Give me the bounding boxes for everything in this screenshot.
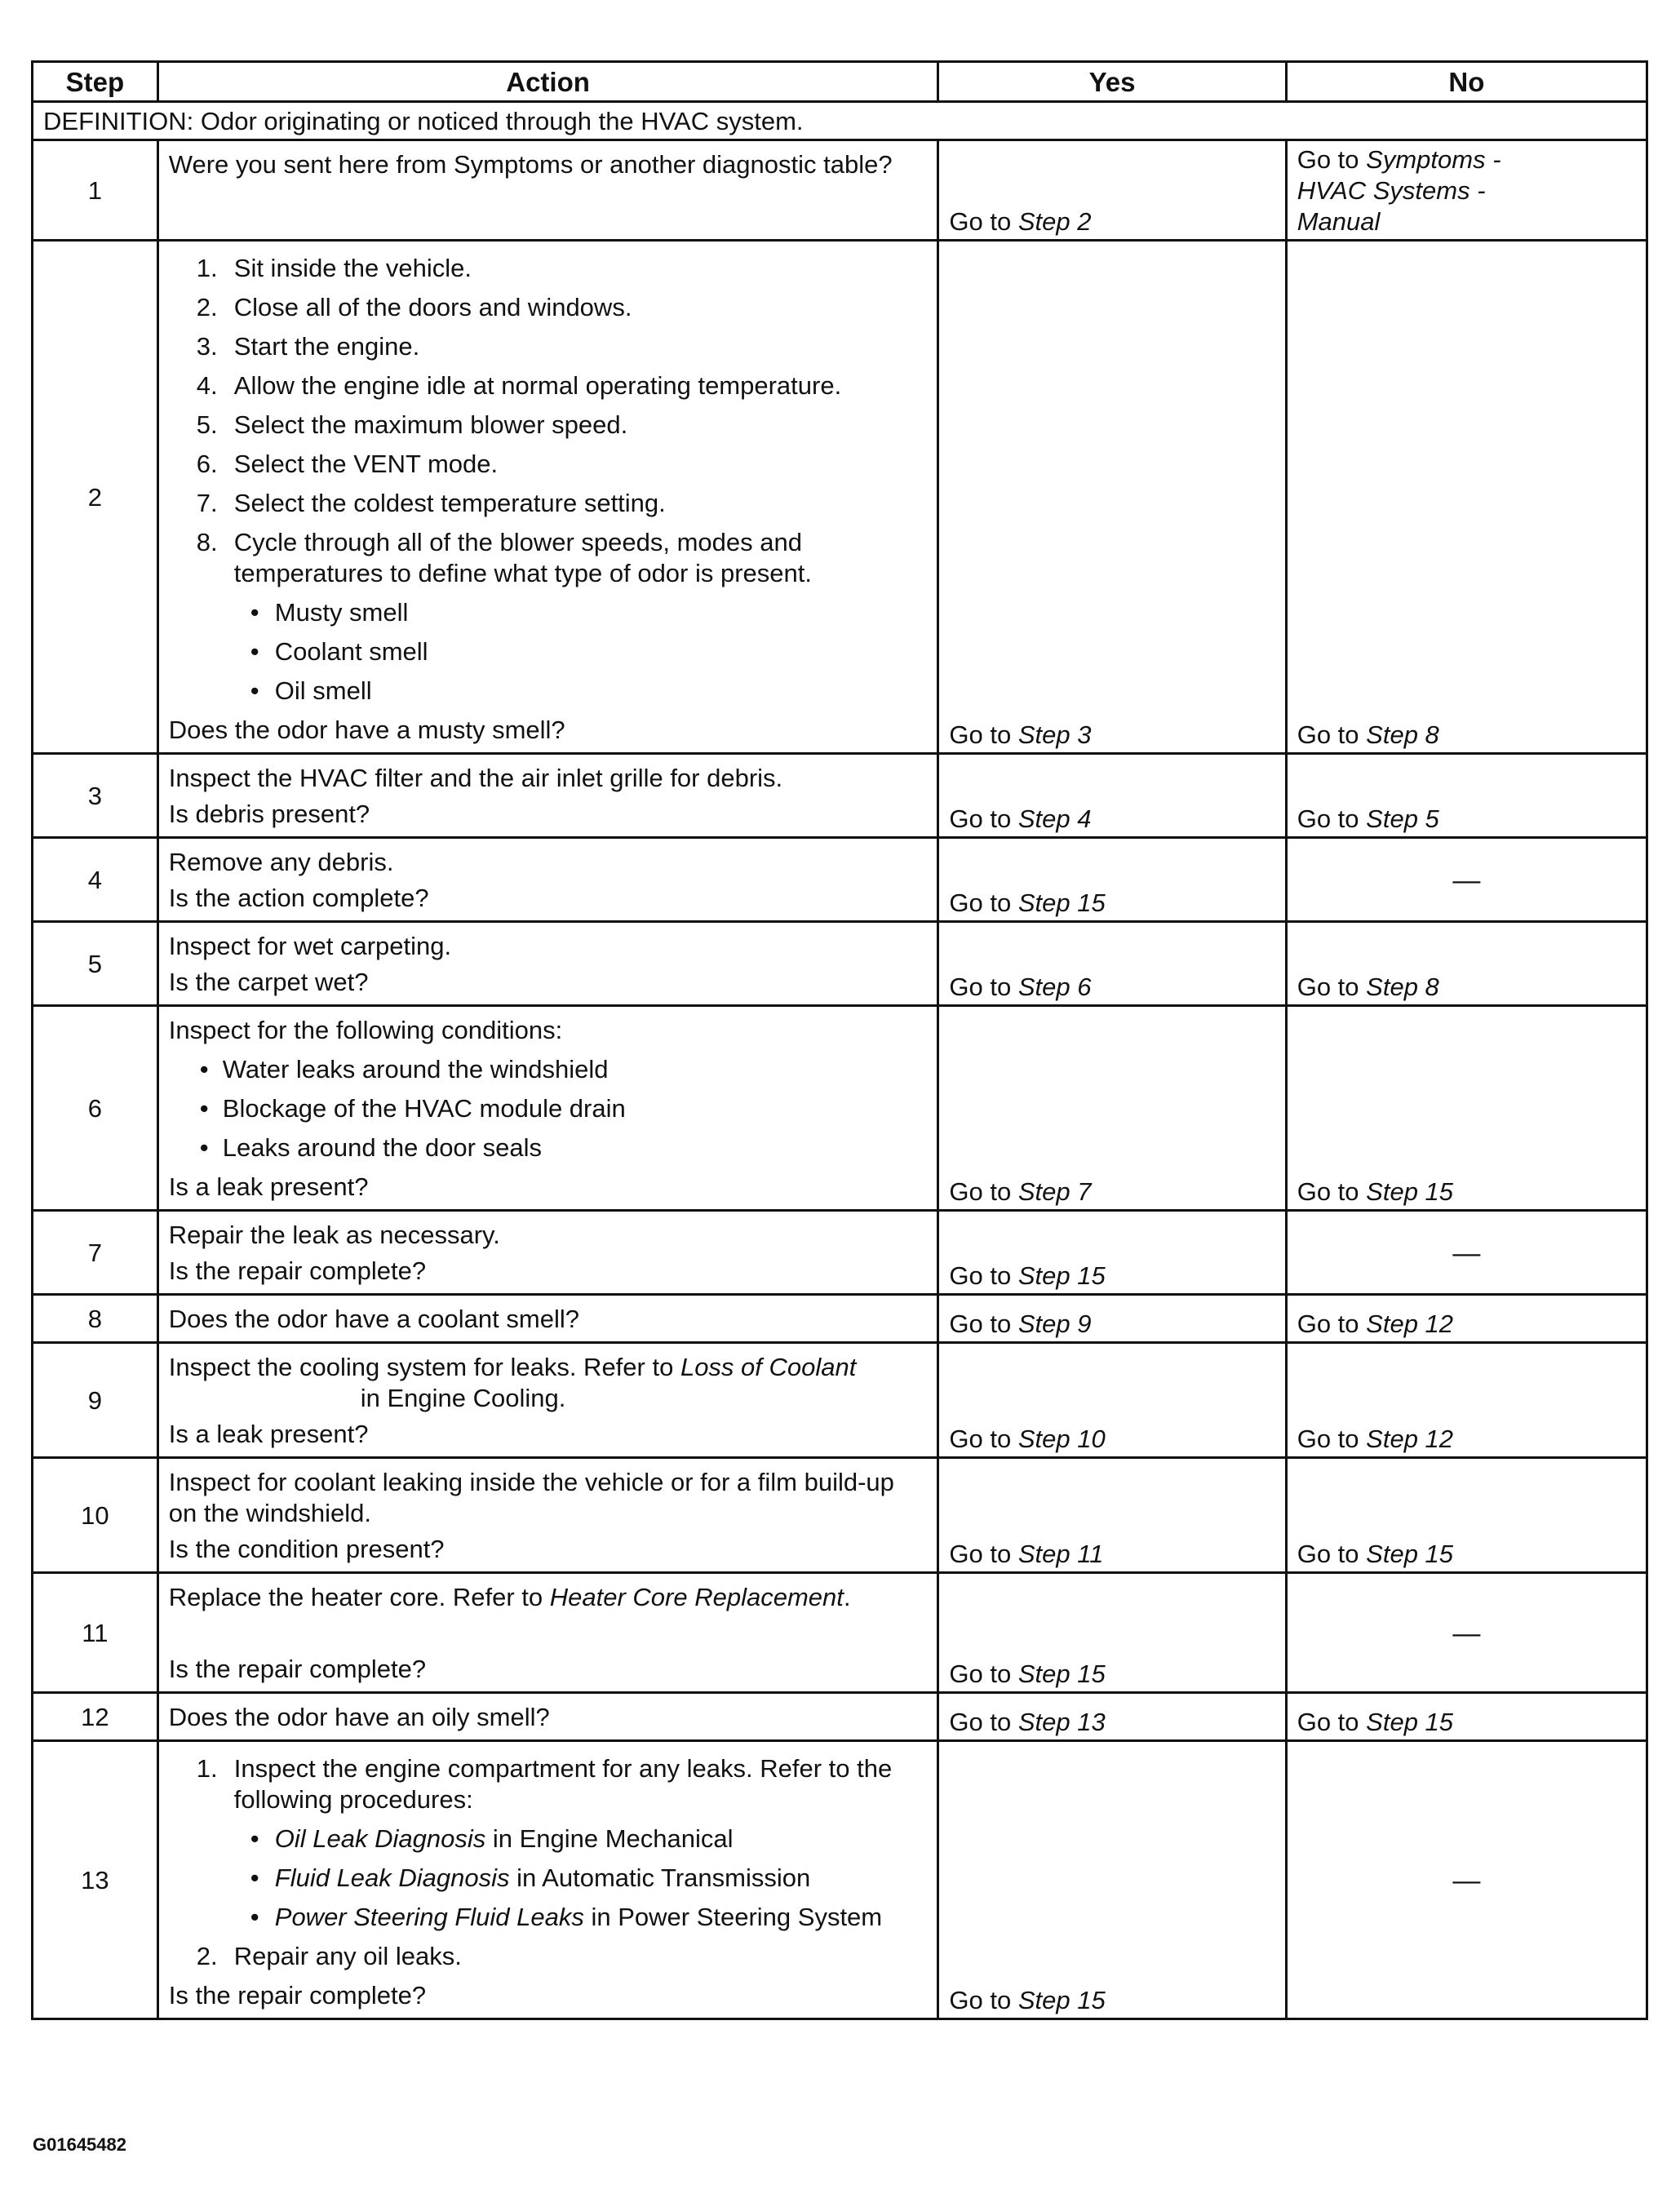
list-item: • Leaks around the door seals	[169, 1132, 928, 1163]
yes-cell	[938, 1211, 1286, 1295]
step-number: 10	[33, 1458, 158, 1573]
step-number: 2	[33, 241, 158, 754]
action-text: Inspect the HVAC filter and the air inlet grille for debris.	[168, 764, 783, 792]
action-cell	[157, 1741, 938, 2019]
question-text: Is a leak present?	[168, 1420, 369, 1448]
step-number: 3	[33, 754, 158, 838]
table-row	[33, 1211, 1647, 1295]
goto-prefix: Go to	[1297, 145, 1359, 174]
action-cell	[157, 1458, 938, 1573]
list-item: • Oil smell	[169, 676, 928, 707]
action-cell	[157, 241, 938, 754]
yes-cell	[938, 1573, 1286, 1693]
yes-answer	[949, 206, 1274, 237]
yes-cell	[938, 754, 1286, 838]
list-item: • Water leaks around the windshield	[169, 1054, 928, 1085]
step-ref: Step 15	[1366, 1708, 1454, 1736]
list-item: 5. Select the maximum blower speed.	[196, 410, 628, 439]
list-item: 3. Start the engine.	[196, 332, 420, 361]
table-row	[33, 1573, 1647, 1693]
procedure-ref: Power Steering Fluid Leaks	[274, 1903, 584, 1931]
question-text: Is a leak present?	[168, 1172, 369, 1201]
step-number: 1	[33, 140, 158, 241]
yes-cell	[938, 1006, 1286, 1211]
yes-answer: Go to Step 15	[949, 1986, 1106, 2014]
no-cell	[1286, 1295, 1647, 1343]
step-ref: Step 2	[1017, 207, 1092, 236]
no-answer: Go to Step 8	[1297, 720, 1439, 749]
step-ref: Step 15	[1017, 1986, 1106, 2014]
action-text: Inspect for wet carpeting.	[168, 932, 452, 960]
procedure-ref: Oil Leak Diagnosis	[274, 1824, 486, 1853]
list-item: 1. Sit inside the vehicle.	[196, 254, 472, 282]
no-answer: Go to Step 15	[1297, 1177, 1454, 1206]
action-cell	[157, 838, 938, 922]
step-ref: Step 12	[1366, 1425, 1454, 1453]
step-number: 6	[33, 1006, 158, 1211]
table-row	[33, 1343, 1647, 1458]
no-answer: Go to Step 5	[1297, 804, 1439, 833]
action-cell	[157, 922, 938, 1006]
procedure-ref: Loss of Coolant	[680, 1353, 857, 1381]
yes-cell	[938, 1458, 1286, 1573]
yes-answer: Go to Step 9	[949, 1309, 1092, 1338]
yes-answer: Go to Step 10	[949, 1425, 1106, 1453]
list-item: • Musty smell	[169, 597, 928, 628]
diagnostic-table	[31, 60, 1648, 2020]
no-cell	[1286, 922, 1647, 1006]
action-cell	[157, 1211, 938, 1295]
no-cell	[1286, 1458, 1647, 1573]
yes-answer: Go to Step 15	[949, 1660, 1106, 1688]
question-text: Does the odor have a coolant smell?	[168, 1305, 579, 1333]
procedure-list	[169, 1941, 928, 1972]
table-row	[33, 922, 1647, 1006]
table-row	[33, 1006, 1647, 1211]
no-cell-dash: —	[1286, 1573, 1647, 1693]
list-item: 8. Cycle through all of the blower speeds, modes and temperatures to define what type of odor is present.	[196, 528, 812, 587]
yes-answer: Go to Step 7	[949, 1177, 1092, 1206]
condition-list	[169, 1054, 928, 1163]
no-answer: Go to Step 8	[1297, 973, 1439, 1001]
step-ref: Step 12	[1366, 1309, 1454, 1338]
question-text: Were you sent here from Symptoms or another diagnostic table?	[168, 150, 893, 179]
table-row	[33, 140, 1647, 241]
no-answer-line: HVAC Systems -	[1297, 176, 1486, 205]
figure-id: G01645482	[33, 2134, 126, 2155]
question-text: Is the action complete?	[168, 884, 429, 912]
no-cell-dash: —	[1286, 1211, 1647, 1295]
yes-cell	[938, 1343, 1286, 1458]
header-row	[33, 62, 1647, 102]
step-number: 5	[33, 922, 158, 1006]
header-no: No	[1286, 62, 1647, 102]
definition-row	[33, 102, 1647, 140]
action-text: Inspect for the following conditions:	[168, 1016, 563, 1044]
question-text: Does the odor have an oily smell?	[168, 1703, 550, 1731]
table-row	[33, 1458, 1647, 1573]
list-item: • Oil Leak Diagnosis in Engine Mechanical	[169, 1824, 928, 1855]
action-cell	[157, 1006, 938, 1211]
step-ref: Step 15	[1366, 1177, 1454, 1206]
procedure-ref: Heater Core Replacement	[549, 1583, 844, 1611]
action-cell	[157, 754, 938, 838]
no-answer: Go to Step 15	[1297, 1708, 1454, 1736]
goto-prefix: Go to	[949, 207, 1012, 236]
step-ref: Step 7	[1017, 1177, 1092, 1206]
yes-cell	[938, 1295, 1286, 1343]
action-cell	[157, 1343, 938, 1458]
list-item: • Coolant smell	[169, 636, 928, 667]
step-ref: Step 11	[1017, 1540, 1104, 1568]
no-cell-dash: —	[1286, 1741, 1647, 2019]
yes-answer: Go to Step 3	[949, 720, 1092, 749]
step-ref: Step 8	[1366, 720, 1439, 749]
list-item: 2. Close all of the doors and windows.	[196, 293, 632, 321]
yes-answer: Go to Step 6	[949, 973, 1092, 1001]
yes-cell	[938, 922, 1286, 1006]
no-answer: Go to Step 12	[1297, 1425, 1454, 1453]
yes-answer: Go to Step 11	[949, 1540, 1104, 1568]
smell-list	[169, 597, 928, 707]
step-number: 9	[33, 1343, 158, 1458]
table-row	[33, 241, 1647, 754]
list-item: 6. Select the VENT mode.	[196, 450, 499, 478]
no-answer: Go to Step 15	[1297, 1540, 1454, 1568]
question-text: Is debris present?	[168, 800, 370, 828]
procedure-ref: Fluid Leak Diagnosis	[274, 1863, 510, 1892]
step-ref: Step 5	[1366, 804, 1439, 833]
step-ref: Step 15	[1366, 1540, 1454, 1568]
step-number: 7	[33, 1211, 158, 1295]
action-text: Remove any debris.	[168, 848, 394, 876]
question-text: Is the repair complete?	[168, 1256, 427, 1285]
step-number: 8	[33, 1295, 158, 1343]
no-cell	[1286, 1343, 1647, 1458]
list-item: • Power Steering Fluid Leaks in Power Steering System	[169, 1902, 928, 1933]
table-row	[33, 1693, 1647, 1741]
procedure-list	[169, 253, 928, 589]
question-text: Is the carpet wet?	[168, 968, 369, 996]
step-ref: Step 15	[1017, 1261, 1106, 1290]
list-item: • Blockage of the HVAC module drain	[169, 1093, 928, 1124]
procedure-list	[169, 1753, 928, 1815]
step-ref: Step 9	[1017, 1309, 1092, 1338]
step-ref: Step 3	[1017, 720, 1092, 749]
step-number: 11	[33, 1573, 158, 1693]
header-step: Step	[33, 62, 158, 102]
yes-cell	[938, 838, 1286, 922]
no-cell	[1286, 1006, 1647, 1211]
question-text: Is the repair complete?	[168, 1655, 427, 1683]
list-item: 2. Repair any oil leaks.	[196, 1942, 462, 1970]
header-action: Action	[157, 62, 938, 102]
question-text: Is the condition present?	[168, 1535, 445, 1563]
step-ref: Step 15	[1017, 1660, 1106, 1688]
no-answer-line: Manual	[1297, 207, 1381, 236]
step-ref: Step 8	[1366, 973, 1439, 1001]
table-row	[33, 1741, 1647, 2019]
list-item: • Fluid Leak Diagnosis in Automatic Transmission	[169, 1863, 928, 1894]
action-cell	[157, 1295, 938, 1343]
step-number: 12	[33, 1693, 158, 1741]
yes-answer: Go to Step 15	[949, 889, 1106, 917]
action-text: Inspect the cooling system for leaks. Refer to Loss of Coolant in Engine Cooling.	[168, 1353, 857, 1412]
yes-cell	[938, 1693, 1286, 1741]
table-row	[33, 1295, 1647, 1343]
yes-answer: Go to Step 15	[949, 1261, 1106, 1290]
action-cell	[157, 1693, 938, 1741]
table-row	[33, 754, 1647, 838]
action-cell	[157, 140, 938, 241]
yes-cell	[938, 241, 1286, 754]
no-answer: Go to Step 12	[1297, 1309, 1454, 1338]
list-item: 4. Allow the engine idle at normal operating temperature.	[196, 371, 842, 400]
reference-list	[169, 1824, 928, 1933]
step-ref: Step 15	[1017, 889, 1106, 917]
no-answer	[1297, 144, 1636, 175]
yes-answer: Go to Step 13	[949, 1708, 1106, 1736]
step-number: 4	[33, 838, 158, 922]
step-number: 13	[33, 1741, 158, 2019]
question-text: Does the odor have a musty smell?	[168, 716, 565, 744]
no-cell-dash: —	[1286, 838, 1647, 922]
action-text: Repair the leak as necessary.	[168, 1221, 500, 1249]
yes-cell	[938, 1741, 1286, 2019]
list-item: 1. Inspect the engine compartment for any leaks. Refer to the following procedures:	[196, 1754, 893, 1814]
no-cell	[1286, 140, 1647, 241]
no-cell	[1286, 241, 1647, 754]
no-cell	[1286, 754, 1647, 838]
action-text: Inspect for coolant leaking inside the vehicle or for a film build-up on the windshield.	[168, 1468, 894, 1527]
action-text: Replace the heater core. Refer to Heater Core Replacement.	[168, 1583, 851, 1611]
header-yes: Yes	[938, 62, 1286, 102]
question-text: Is the repair complete?	[168, 1981, 427, 2010]
step-ref: Step 10	[1017, 1425, 1106, 1453]
list-item: 7. Select the coldest temperature setting.	[196, 489, 666, 517]
step-ref: Symptoms -	[1366, 145, 1501, 174]
no-cell	[1286, 1693, 1647, 1741]
table-row	[33, 838, 1647, 922]
action-cell	[157, 1573, 938, 1693]
step-ref: Step 6	[1017, 973, 1092, 1001]
yes-cell	[938, 140, 1286, 241]
yes-answer: Go to Step 4	[949, 804, 1092, 833]
step-ref: Step 4	[1017, 804, 1092, 833]
step-ref: Step 13	[1017, 1708, 1106, 1736]
definition-text: DEFINITION: Odor originating or noticed through the HVAC system.	[33, 102, 1647, 140]
